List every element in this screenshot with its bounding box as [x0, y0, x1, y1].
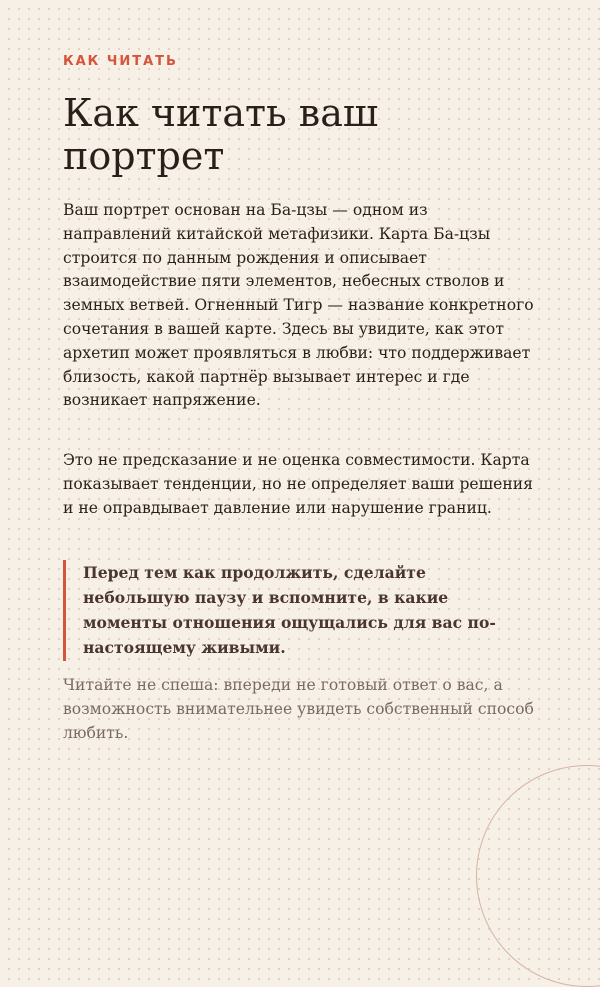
section-eyebrow: КАК ЧИТАТЬ — [63, 54, 178, 69]
intro-paragraph: Ваш портрет основан на Ба-цзы — одном из направлений китайской метафизики. Карта Ба-цзы строится по данным рождения и описывает взаимодействие пяти элементов, небесных стволов и земных ветвей. Огненный Тигр — название конкретного сочетания в вашей карте. Здесь вы увидите, как этот архетип может проявляться в любви: что поддерживает близость, какой партнёр вызывает интерес и где возникает напряжение. — [63, 201, 534, 410]
callout-text: Перед тем как продолжить, сделайте небольшую паузу и вспомните, в какие моменты отношения ощущались для вас по-настоящему живыми. — [83, 563, 496, 657]
reflection-callout — [63, 560, 525, 661]
page-title: Как читать ваш портрет — [63, 91, 379, 178]
decorative-circle — [476, 765, 600, 987]
disclaimer-paragraph: Это не предсказание и не оценка совместимости. Карта показывает тенденции, но не определяет ваши решения и не оправдывает давление или нарушение границ. — [63, 451, 534, 517]
closing-note: Читайте не спеша: впереди не готовый ответ о вас, а возможность внимательнее увидеть собственный способ любить. — [63, 676, 534, 742]
